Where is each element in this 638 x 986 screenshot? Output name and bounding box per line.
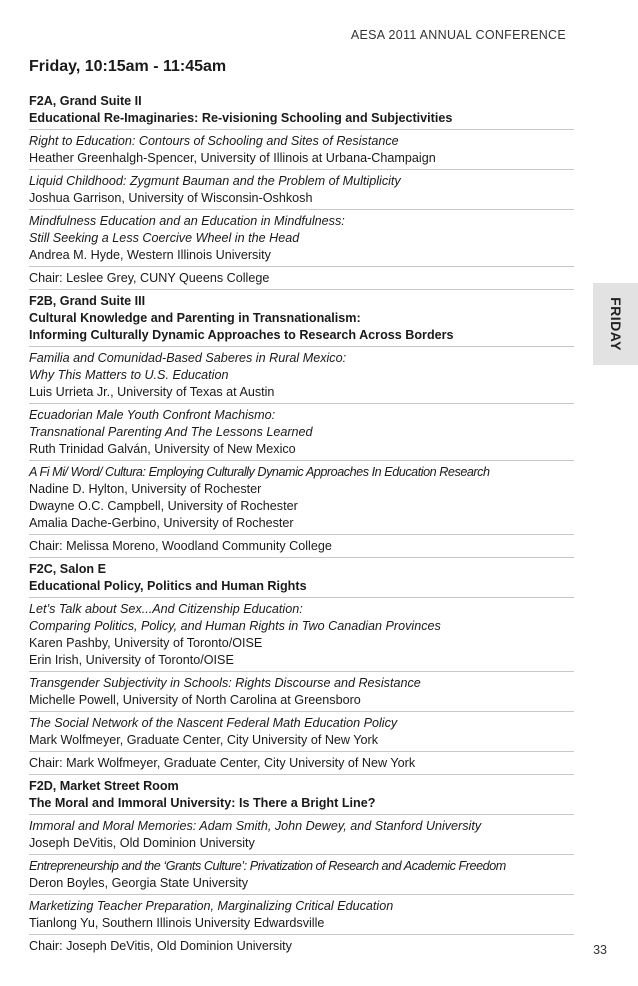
- paper-title: Marketizing Teacher Preparation, Marginalizing Critical Education: [29, 899, 394, 913]
- paper-author: Karen Pashby, University of Toronto/OISE: [29, 636, 263, 650]
- paper-title: Ecuadorian Male Youth Confront Machismo:: [29, 408, 276, 422]
- paper-author: Tianlong Yu, Southern Illinois University Edwardsville: [29, 916, 325, 930]
- paper-author: Deron Boyles, Georgia State University: [29, 876, 249, 890]
- divider: [29, 894, 574, 895]
- divider: [29, 711, 574, 712]
- session-id: F2A, Grand Suite II: [29, 94, 142, 108]
- paper-author: Joseph DeVitis, Old Dominion University: [29, 836, 255, 850]
- divider: [29, 209, 574, 210]
- paper-title: Still Seeking a Less Coercive Wheel in the Head: [29, 231, 300, 245]
- divider: [29, 460, 574, 461]
- paper-title: Right to Education: Contours of Schooling and Sites of Resistance: [29, 134, 399, 148]
- divider: [29, 129, 574, 130]
- paper-author: Luis Urrieta Jr., University of Texas at Austin: [29, 385, 275, 399]
- paper-author: Joshua Garrison, University of Wisconsin-Oshkosh: [29, 191, 313, 205]
- session-chair: Chair: Leslee Grey, CUNY Queens College: [29, 271, 270, 285]
- paper-title: Liquid Childhood: Zygmunt Bauman and the Problem of Multiplicity: [29, 174, 401, 188]
- side-tab: [593, 283, 638, 365]
- paper-title: Let’s Talk about Sex...And Citizenship Education:: [29, 602, 303, 616]
- session-title: Informing Culturally Dynamic Approaches to Research Across Borders: [29, 328, 454, 342]
- paper-title: The Social Network of the Nascent Federal Math Education Policy: [29, 716, 398, 730]
- page-title: Friday, 10:15am - 11:45am: [29, 58, 227, 75]
- divider: [29, 346, 574, 347]
- session-block: [29, 561, 574, 772]
- divider: [29, 774, 574, 775]
- paper-title: Transnational Parenting And The Lessons Learned: [29, 425, 313, 439]
- divider: [29, 814, 574, 815]
- paper-author: Michelle Powell, University of North Carolina at Greensboro: [29, 693, 361, 707]
- session-id: F2B, Grand Suite III: [29, 294, 146, 308]
- session-chair: Chair: Mark Wolfmeyer, Graduate Center, City University of New York: [29, 756, 416, 770]
- running-header: AESA 2011 ANNUAL CONFERENCE: [350, 28, 566, 42]
- divider: [29, 266, 574, 267]
- paper-title: Transgender Subjectivity in Schools: Rights Discourse and Resistance: [29, 676, 421, 690]
- divider: [29, 854, 574, 855]
- paper-author: Erin Irish, University of Toronto/OISE: [29, 653, 234, 667]
- session-block: [29, 778, 574, 955]
- paper-title: Comparing Politics, Policy, and Human Rights in Two Canadian Provinces: [29, 619, 441, 633]
- divider: [29, 671, 574, 672]
- paper-title: Mindfulness Education and an Education in Mindfulness:: [29, 214, 345, 228]
- session-id: F2C, Salon E: [29, 562, 106, 576]
- divider: [29, 557, 574, 558]
- paper-title: Immoral and Moral Memories: Adam Smith, John Dewey, and Stanford University: [29, 819, 482, 833]
- divider: [29, 534, 574, 535]
- session-chair: Chair: Joseph DeVitis, Old Dominion University: [29, 939, 292, 953]
- side-tab-label: FRIDAY: [607, 297, 624, 351]
- divider: [29, 403, 574, 404]
- paper-title: A Fi Mi/ Word/ Cultura: Employing Culturally Dynamic Approaches In Education Research: [29, 465, 490, 479]
- divider: [29, 934, 574, 935]
- session-chair: Chair: Melissa Moreno, Woodland Community College: [29, 539, 332, 553]
- paper-title: Familia and Comunidad-Based Saberes in Rural Mexico:: [29, 351, 347, 365]
- paper-author: Dwayne O.C. Campbell, University of Rochester: [29, 499, 298, 513]
- session-block: [29, 293, 574, 555]
- paper-title: Entrepreneurship and the ‘Grants Culture’: Privatization of Research and Academic Freedom: [29, 859, 506, 873]
- program-listing: [29, 93, 574, 956]
- paper-author: Mark Wolfmeyer, Graduate Center, City University of New York: [29, 733, 379, 747]
- paper-author: Ruth Trinidad Galván, University of New Mexico: [29, 442, 296, 456]
- paper-author: Heather Greenhalgh-Spencer, University of Illinois at Urbana-Champaign: [29, 151, 436, 165]
- paper-author: Amalia Dache-Gerbino, University of Rochester: [29, 516, 294, 530]
- divider: [29, 169, 574, 170]
- session-title: Educational Policy, Politics and Human Rights: [29, 579, 307, 593]
- page-number: 33: [593, 943, 607, 957]
- session-title: The Moral and Immoral University: Is There a Bright Line?: [29, 796, 376, 810]
- paper-author: Andrea M. Hyde, Western Illinois University: [29, 248, 271, 262]
- session-title: Cultural Knowledge and Parenting in Transnationalism:: [29, 311, 361, 325]
- divider: [29, 597, 574, 598]
- divider: [29, 751, 574, 752]
- divider: [29, 289, 574, 290]
- paper-author: Nadine D. Hylton, University of Rochester: [29, 482, 262, 496]
- session-block: [29, 93, 574, 287]
- session-title: Educational Re-Imaginaries: Re-visioning Schooling and Subjectivities: [29, 111, 453, 125]
- paper-title: Why This Matters to U.S. Education: [29, 368, 229, 382]
- session-id: F2D, Market Street Room: [29, 779, 179, 793]
